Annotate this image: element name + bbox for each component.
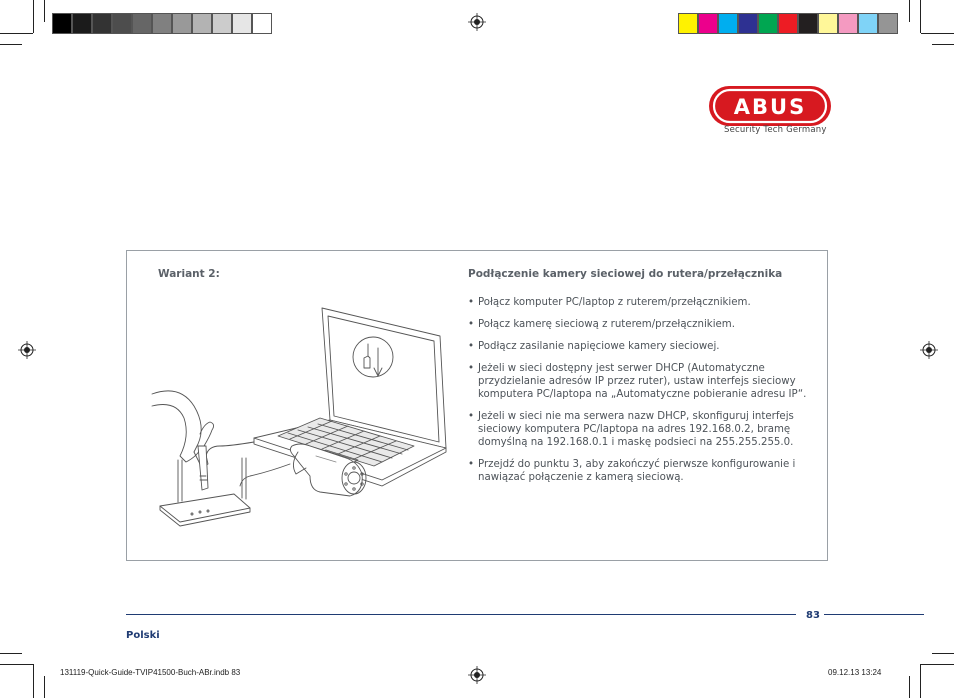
- registration-mark-icon: [468, 666, 486, 684]
- brand-tagline: Security Tech Germany: [724, 125, 827, 135]
- list-item: [468, 458, 813, 484]
- crop-mark: [909, 0, 910, 22]
- crop-mark: [932, 653, 954, 654]
- footer-rule: [126, 614, 796, 615]
- color-swatch: [152, 13, 172, 34]
- crop-mark: [33, 664, 34, 698]
- color-swatch-bar: [678, 13, 898, 34]
- list-item: [468, 296, 813, 309]
- registration-mark-icon: [18, 341, 36, 359]
- step-text: Połącz komputer PC/laptop z ruterem/przełącznikiem.: [478, 297, 751, 308]
- color-swatch: [778, 13, 798, 34]
- print-slug-file: 131119-Quick-Guide-TVIP41500-Buch-ABr.indb 83: [60, 668, 241, 677]
- crop-mark: [921, 664, 954, 665]
- color-swatch: [112, 13, 132, 34]
- color-swatch: [718, 13, 738, 34]
- bullet: •: [468, 459, 475, 470]
- list-item: [468, 362, 813, 401]
- color-swatch: [858, 13, 878, 34]
- router: [160, 494, 250, 522]
- color-swatch: [252, 13, 272, 34]
- section-heading: Podłączenie kamery sieciowej do rutera/przełącznika: [468, 268, 783, 280]
- crop-mark: [920, 664, 921, 698]
- color-swatch: [758, 13, 778, 34]
- step-text: Przejdź do punktu 3, aby zakończyć pierwsze konfigurowanie i nawiązać połączenie z kamerą sieciową.: [478, 459, 796, 483]
- crop-mark: [44, 0, 45, 22]
- language-label: Polski: [126, 630, 160, 641]
- color-swatch: [738, 13, 758, 34]
- color-swatch: [838, 13, 858, 34]
- network-setup-illustration: [150, 296, 450, 536]
- crop-mark: [920, 0, 921, 33]
- crop-mark: [0, 44, 22, 45]
- color-swatch: [192, 13, 212, 34]
- color-swatch: [52, 13, 72, 34]
- print-slug-date: 09.12.13 13:24: [828, 668, 882, 677]
- color-swatch: [92, 13, 112, 34]
- color-swatch: [232, 13, 252, 34]
- crop-mark: [44, 676, 45, 698]
- color-swatch: [132, 13, 152, 34]
- crop-mark: [909, 676, 910, 698]
- registration-mark-icon: [920, 341, 938, 359]
- list-item: [468, 410, 813, 449]
- bullet: •: [468, 341, 475, 352]
- step-text: Połącz kamerę sieciową z ruterem/przełącznikiem.: [478, 319, 735, 330]
- bullet: •: [468, 411, 475, 422]
- color-swatch: [72, 13, 92, 34]
- color-swatch: [172, 13, 192, 34]
- color-swatch: [698, 13, 718, 34]
- step-text: Jeżeli w sieci dostępny jest serwer DHCP (Automatyczne przydzielanie adresów IP przez ruter), ustaw interfejs sieciowy komputera PC/laptopa na „Automatyczne pobieranie adresu IP“.: [478, 363, 807, 400]
- registration-mark-icon: [468, 13, 486, 31]
- logo-text: ABUS: [733, 95, 807, 119]
- list-item: [468, 318, 813, 331]
- color-swatch: [678, 13, 698, 34]
- color-swatch: [818, 13, 838, 34]
- color-swatch: [878, 13, 898, 34]
- color-swatch: [212, 13, 232, 34]
- crop-mark: [932, 44, 954, 45]
- bullet: •: [468, 319, 475, 330]
- crop-mark: [0, 653, 22, 654]
- footer-rule: [824, 614, 924, 615]
- crop-mark: [0, 664, 33, 665]
- abus-logo: [708, 85, 832, 127]
- color-swatch: [798, 13, 818, 34]
- list-item: [468, 340, 813, 353]
- step-text: Podłącz zasilanie napięciowe kamery sieciowej.: [478, 341, 720, 352]
- crop-mark: [921, 33, 954, 34]
- bullet: •: [468, 363, 475, 374]
- gray-swatch-bar: [52, 13, 272, 34]
- bullet: •: [468, 297, 475, 308]
- crop-mark: [33, 0, 34, 33]
- step-text: Jeżeli w sieci nie ma serwera nazw DHCP, skonfiguruj interfejs sieciowy komputera PC/laptopa na adres 192.168.0.2, bramę domyślną na 192.168.0.1 i maskę podsieci na 255.255.255.0.: [478, 411, 794, 448]
- instruction-list: [468, 296, 813, 493]
- variant-label: Wariant 2:: [158, 268, 220, 280]
- crop-mark: [0, 33, 33, 34]
- page-number: 83: [806, 610, 820, 621]
